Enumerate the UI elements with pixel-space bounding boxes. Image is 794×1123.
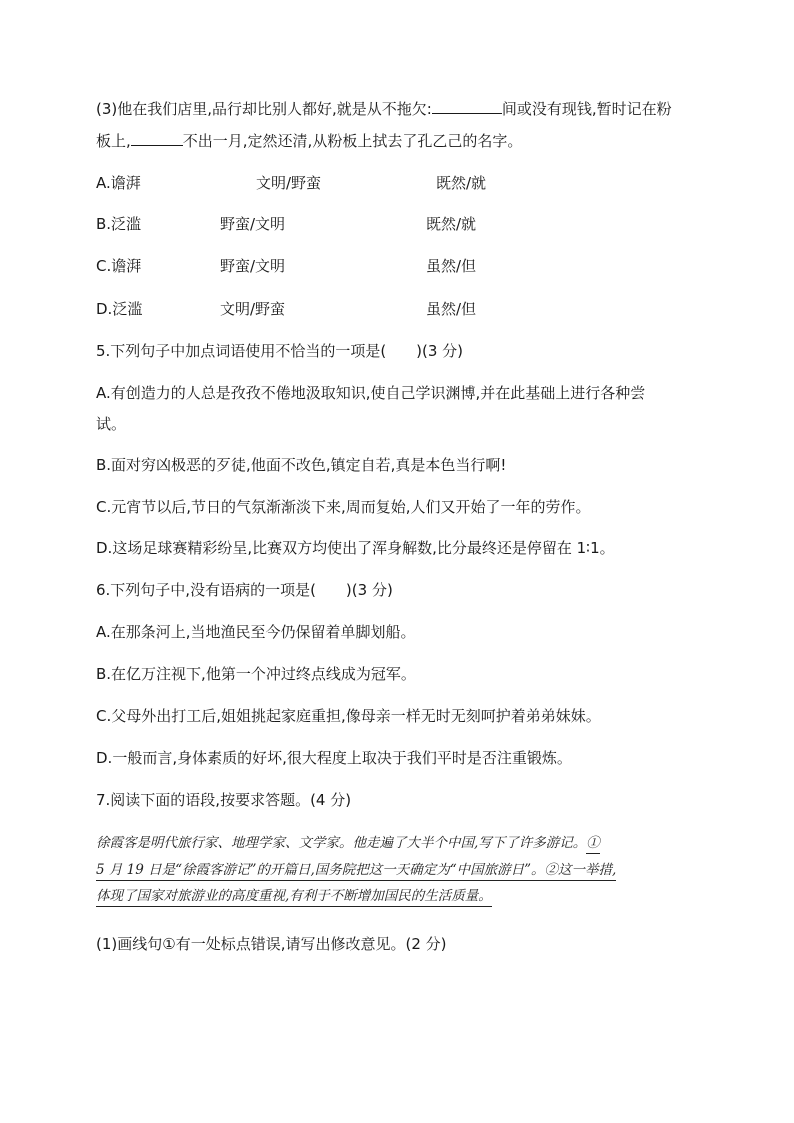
q6-option-a[interactable]: A.在那条河上,当地渔民至今仍保留着单脚划船。 xyxy=(96,623,416,641)
option-a-col3: 既然/就 xyxy=(436,174,487,192)
q7-subquestion-1: (1)画线句①有一处标点错误,请写出修改意见。(2 分) xyxy=(96,935,447,953)
q5-option-c[interactable]: C.元宵节以后,节日的气氛渐渐淡下来,周而复始,人们又开始了一年的劳作。 xyxy=(96,498,591,516)
q3-text-2a: 板上, xyxy=(96,132,131,150)
q3-text-1b: 间或没有现钱,暂时记在粉 xyxy=(501,100,672,118)
q7-passage-text-3: 体现了国家对旅游业的高度重视,有利于不断增加国民的生活质量。 xyxy=(96,888,492,907)
q6-option-c[interactable]: C.父母外出打工后,姐姐挑起家庭重担,像母亲一样无时无刻呵护着弟弟妹妹。 xyxy=(96,707,601,725)
option-b-col2: 野蛮/文明 xyxy=(220,215,286,233)
option-b-label[interactable]: B.泛滥 xyxy=(96,215,142,233)
q3-text-1a: (3)他在我们店里,品行却比别人都好,就是从不拖欠: xyxy=(96,100,432,118)
answer-blank-2[interactable] xyxy=(131,131,183,146)
q7-passage-text-1: 徐霞客是明代旅行家、地理学家、文学家。他走遍了大半个中国,写下了许多游记。 xyxy=(96,835,587,851)
q7-passage-line-1 xyxy=(96,834,600,852)
option-b-col3: 既然/就 xyxy=(426,215,477,233)
q6-stem: 6.下列句子中,没有语病的一项是( )(3 分) xyxy=(96,581,393,599)
q3-line-1 xyxy=(96,99,672,119)
q7-passage-line-2 xyxy=(96,861,616,879)
option-a-col2: 文明/野蛮 xyxy=(256,174,322,192)
option-d-col2: 文明/野蛮 xyxy=(220,300,286,318)
q7-passage-text-2: 5 月 19 日是“徐霞客游记”的开篇日,国务院把这一天确定为“中国旅游日”。②这一举措, xyxy=(96,862,616,881)
q3-text-2b: 不出一月,定然还清,从粉板上拭去了孔乙己的名字。 xyxy=(182,132,523,150)
option-d-col3: 虽然/但 xyxy=(426,300,477,318)
option-c-col3: 虽然/但 xyxy=(426,257,477,275)
option-a-label[interactable]: A.谵湃 xyxy=(96,174,141,192)
option-d-label[interactable]: D.泛滥 xyxy=(96,300,143,318)
q5-option-d[interactable]: D.这场足球赛精彩纷呈,比赛双方均使出了浑身解数,比分最终还是停留在 1∶1。 xyxy=(96,539,615,557)
q5-option-a-line1[interactable]: A.有创造力的人总是孜孜不倦地汲取知识,使自己学识渊博,并在此基础上进行各种尝 xyxy=(96,384,646,402)
q6-option-d[interactable]: D.一般而言,身体素质的好坏,很大程度上取决于我们平时是否注重锻炼。 xyxy=(96,749,572,767)
q6-option-b[interactable]: B.在亿万注视下,他第一个冲过终点线成为冠军。 xyxy=(96,665,416,683)
q5-option-a-line2: 试。 xyxy=(96,415,127,433)
q7-passage-line-3 xyxy=(96,887,492,905)
q3-line-2 xyxy=(96,131,522,151)
q5-option-b[interactable]: B.面对穷凶极恶的歹徒,他面不改色,镇定自若,真是本色当行啊! xyxy=(96,456,507,474)
q7-stem: 7.阅读下面的语段,按要求答题。(4 分) xyxy=(96,791,352,809)
option-c-col2: 野蛮/文明 xyxy=(220,257,286,275)
option-c-label[interactable]: C.谵湃 xyxy=(96,257,142,275)
q7-passage-marker-1: ① xyxy=(586,835,600,854)
answer-blank-1[interactable] xyxy=(432,99,502,114)
q5-stem: 5.下列句子中加点词语使用不恰当的一项是( )(3 分) xyxy=(96,342,464,360)
